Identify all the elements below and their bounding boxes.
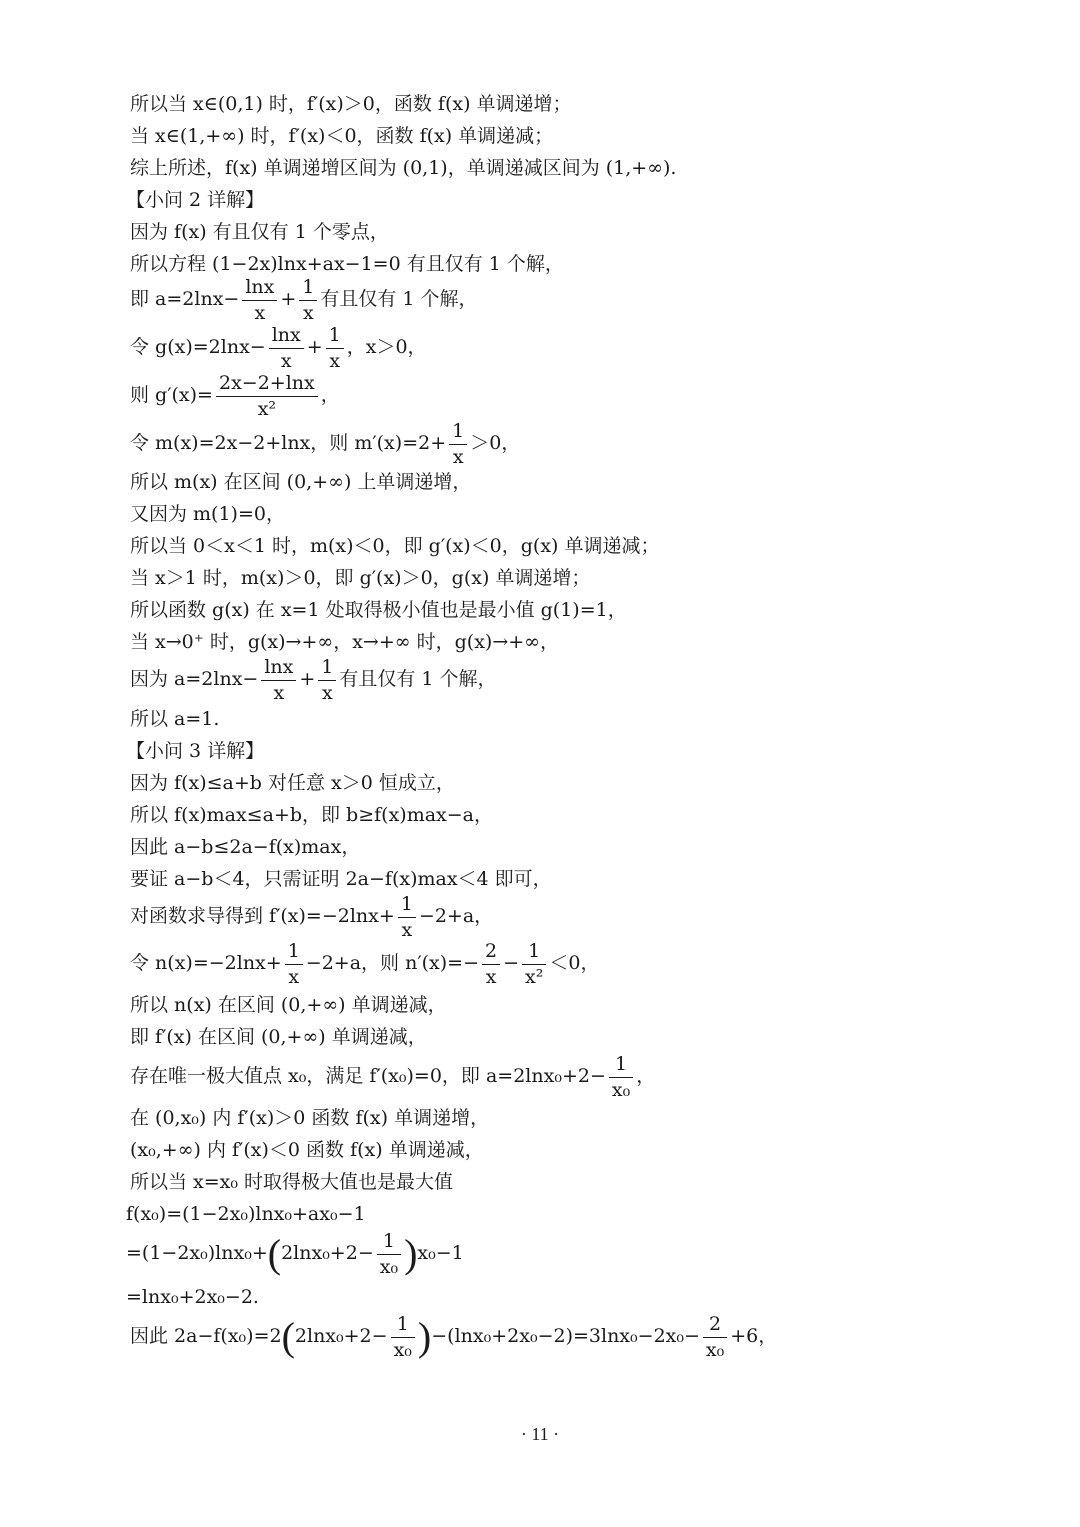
text-line: 又因为 m(1)=0， <box>130 503 285 525</box>
text-line: 所以当 0＜x＜1 时，m(x)＜0，即 g′(x)＜0，g(x) 单调递减； <box>130 535 660 557</box>
fraction: $\frac{\ln x}{x}$ <box>242 276 277 324</box>
formula-line: 令 m(x)=2x−2+lnx，则 m′(x)=2+ $\frac{1}{x}$ ＞0， <box>130 420 521 468</box>
fraction: $\frac{\ln x}{x}$ <box>261 656 296 704</box>
text-line: 所以方程 (1−2x)lnx+ax−1=0 有且仅有 1 个解， <box>130 253 564 275</box>
text-line: 所以 a=1. <box>130 708 220 730</box>
text-line: 因为 f(x)≤a+b 对任意 x＞0 恒成立， <box>130 772 455 794</box>
text-line: =lnx₀+2x₀−2. <box>126 1286 259 1308</box>
section-heading: 【小问 3 详解】 <box>126 740 265 762</box>
formula-line: 存在唯一极大值点 x₀，满足 f′(x₀)=0，即 a=2lnx₀+2− $\frac{1}{\text{x₀}}$ ， <box>130 1053 656 1101</box>
fraction: $\frac{1}{x}$ <box>318 656 336 704</box>
page-number: · 11 · <box>520 1424 560 1444</box>
fraction: $\frac{1}{x}$ <box>285 940 303 988</box>
formula-line: 令 n(x)=−2lnx+ $\frac{1}{x}$ −2+a，则 n′(x)=− $\frac{2}{x}$ − $\frac{1}{\text{x²}}$ ＜0， <box>130 940 600 988</box>
text-line: 所以函数 g(x) 在 x=1 处取得极小值也是最小值 g(1)=1， <box>130 599 627 621</box>
fraction: $\frac{1}{\text{x₀}}$ <box>609 1053 633 1101</box>
section-heading: 【小问 2 详解】 <box>126 189 265 211</box>
fraction: $\frac{1}{\text{x₀}}$ <box>377 1230 401 1278</box>
text-line: 因此 a−b≤2a−f(x)max， <box>130 836 361 858</box>
text-line: 要证 a−b＜4，只需证明 2a−f(x)max＜4 即可， <box>130 868 552 890</box>
text-line: 所以当 x∈(0,1) 时，f′(x)＞0，函数 f(x) 单调递增； <box>130 93 572 115</box>
fraction: $\frac{\ln x}{x}$ <box>269 324 304 372</box>
fraction: $\frac{2}{\text{x₀}}$ <box>703 1313 727 1361</box>
formula-line: 对函数求导得到 f′(x)=−2lnx+ $\frac{1}{x}$ −2+a， <box>130 893 494 941</box>
text-line: 所以 n(x) 在区间 (0,+∞) 单调递减， <box>130 994 447 1016</box>
fraction: $\frac{2}{x}$ <box>482 940 500 988</box>
fraction: $\frac{1}{\text{x₀}}$ <box>391 1313 415 1361</box>
fraction: $\frac{1}{x}$ <box>299 276 317 324</box>
formula-line: 因此 2a−f(x₀)=2(2lnx₀+2− $\frac{1}{\text{x₀}}$ )−(lnx₀+2x₀−2)=3lnx₀−2x₀− $\frac{2}{\text{x₀}}$ +6， <box>130 1313 778 1361</box>
fraction: $\frac{1}{\text{x²}}$ <box>522 940 546 988</box>
text-line: f(x₀)=(1−2x₀)lnx₀+ax₀−1 <box>126 1203 366 1225</box>
fraction: $\frac{2x-2+\ln x}{\text{x²}}$ <box>216 372 318 420</box>
text-line: 综上所述，f(x) 单调递增区间为 (0,1)，单调递减区间为 (1,+∞). <box>130 157 677 179</box>
formula-line: 因为 a=2lnx− $\frac{\ln x}{x}$ + $\frac{1}{x}$ 有且仅有 1 个解， <box>130 656 497 704</box>
formula-line: 则 g′(x)= $\frac{2x-2+\ln x}{\text{x²}}$ ， <box>130 372 340 420</box>
formula-line: =(1−2x₀)lnx₀+(2lnx₀+2− $\frac{1}{\text{x₀}}$ )x₀−1 <box>126 1230 464 1278</box>
text-line: 所以 m(x) 在区间 (0,+∞) 上单调递增， <box>130 471 472 493</box>
text-line: 所以 f(x)max≤a+b，即 b≥f(x)max−a， <box>130 804 494 826</box>
text-line: 因为 f(x) 有且仅有 1 个零点， <box>130 221 389 243</box>
formula-line: 令 g(x)=2lnx− $\frac{\ln x}{x}$ + $\frac{1}{x}$ ，x＞0， <box>130 324 427 372</box>
text-line: 在 (0,x₀) 内 f′(x)＞0 函数 f(x) 单调递增， <box>130 1107 490 1129</box>
fraction: $\frac{1}{x}$ <box>326 324 344 372</box>
text-line: 当 x＞1 时，m(x)＞0，即 g′(x)＞0，g(x) 单调递增； <box>130 567 591 589</box>
text-line: (x₀,+∞) 内 f′(x)＜0 函数 f(x) 单调递减， <box>130 1139 484 1161</box>
text-line: 所以当 x=x₀ 时取得极大值也是最大值 <box>130 1171 454 1193</box>
text-line: 即 f′(x) 在区间 (0,+∞) 单调递减， <box>130 1026 427 1048</box>
fraction: $\frac{1}{x}$ <box>449 420 467 468</box>
formula-line: 即 a=2lnx− $\frac{\ln x}{x}$ + $\frac{1}{x}$ 有且仅有 1 个解， <box>130 276 478 324</box>
fraction: $\frac{1}{x}$ <box>398 893 416 941</box>
text-line: 当 x∈(1,+∞) 时，f′(x)＜0，函数 f(x) 单调递减； <box>130 125 554 147</box>
text-line: 当 x→0⁺ 时，g(x)→+∞，x→+∞ 时，g(x)→+∞， <box>130 631 559 653</box>
